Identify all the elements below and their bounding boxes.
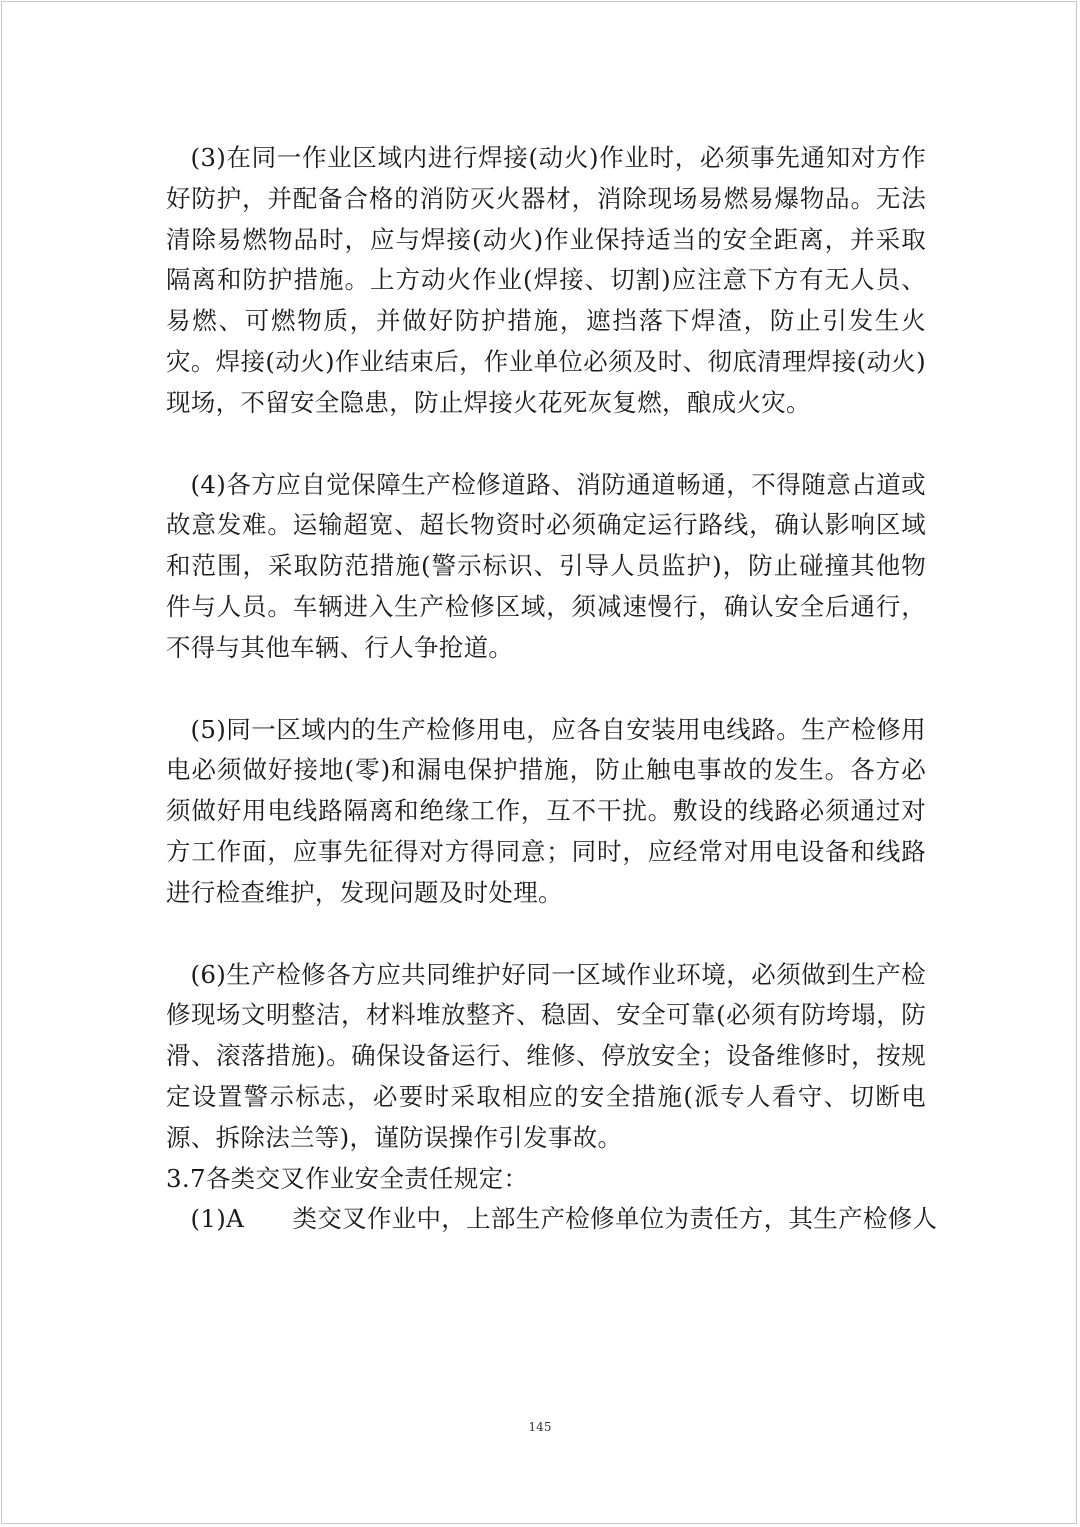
- paragraph-gap: [166, 424, 926, 465]
- page-content: [166, 138, 938, 1240]
- paragraph-gap: [166, 669, 926, 710]
- paragraph-gap: [166, 914, 926, 955]
- page-number: 145: [528, 1420, 552, 1434]
- document-page: [1, 1, 1077, 1524]
- paragraph-3: (3)在同一作业区域内进行焊接(动火)作业时，必须事先通知对方作好防护，并配备合格的消防灭火器材，消除现场易燃易爆物品。无法清除易燃物品时，应与焊接(动火)作业保持适当的安全距离，并采取隔离和防护措施。上方动火作业(焊接、切割)应注意下方有无人员、易燃、可燃物质，并做好防护措施，遮挡落下焊渣，防止引发生火灾。焊接(动火)作业结束后，作业单位必须及时、彻底清理焊接(动火)现场，不留安全隐患，防止焊接火花死灰复燃，酿成火灾。: [166, 143, 926, 417]
- paragraph-6: (6)生产检修各方应共同维护好同一区域作业环境，必须做到生产检修现场文明整洁，材料堆放整齐、稳固、安全可靠(必须有防垮塌，防滑、滚落措施)。确保设备运行、维修、停放安全；设备维修时，按规定设置警示标志，必要时采取相应的安全措施(派专人看守、切断电源、拆除法兰等)，谨防误操作引发事故。: [166, 959, 926, 1152]
- section-heading: 3.7各类交叉作业安全责任规定：: [166, 1163, 529, 1193]
- paragraph-5: (5)同一区域内的生产检修用电，应各自安装用电线路。生产检修用电必须做好接地(零)和漏电保护措施，防止触电事故的发生。各方必须做好用电线路隔离和绝缘工作，互不干扰。敷设的线路必须通过对方工作面，应事先征得对方得同意；同时，应经常对用电设备和线路进行检查维护，发现问题及时处理。: [166, 714, 926, 907]
- section-item-1-label: (1)A: [190, 1204, 245, 1234]
- section-item-1: [166, 1199, 938, 1240]
- paragraph-4: (4)各方应自觉保障生产检修道路、消防通道畅通，不得随意占道或故意发难。运输超宽、超长物资时必须确定运行路线，确认影响区域和范围，采取防范措施(警示标识、引导人员监护)，防止碰撞其他物件与人员。车辆进入生产检修区域，须减速慢行，确认安全后通行，不得与其他车辆、行人争抢道。: [166, 469, 926, 662]
- section-item-1-text: 类交叉作业中，上部生产检修单位为责任方，其生产检修人: [292, 1204, 938, 1234]
